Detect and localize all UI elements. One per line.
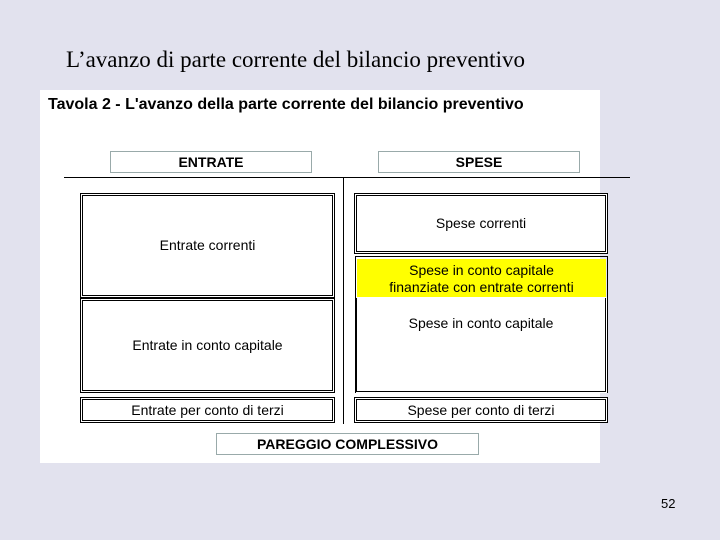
page-number: 52 bbox=[661, 496, 676, 511]
entrate-conto-capitale-label: Entrate in conto capitale bbox=[132, 337, 283, 353]
spese-frame-left bbox=[355, 256, 356, 393]
horizontal-divider bbox=[64, 177, 630, 178]
slide-title: L’avanzo di parte corrente del bilancio preventivo bbox=[66, 47, 525, 72]
header-entrate: ENTRATE bbox=[110, 151, 312, 173]
spese-conto-terzi-label: Spese per conto di terzi bbox=[407, 401, 555, 418]
pareggio-complessivo-box: PAREGGIO COMPLESSIVO bbox=[216, 433, 479, 455]
spese-correnti-box bbox=[356, 195, 606, 252]
spese-frame-right bbox=[607, 256, 608, 393]
spese-conto-terzi-box bbox=[356, 399, 606, 421]
entrate-correnti-label: Entrate correnti bbox=[159, 237, 256, 253]
spese-finanziate-line1: Spese in conto capitale bbox=[409, 261, 554, 278]
entrate-correnti-box bbox=[82, 195, 333, 296]
entrate-conto-terzi-label: Entrate per conto di terzi bbox=[131, 401, 284, 418]
spese-frame-top bbox=[355, 256, 608, 257]
spese-correnti-label: Spese correnti bbox=[435, 215, 527, 231]
spese-finanziate-highlight bbox=[357, 259, 606, 298]
spese-conto-capitale-label: Spese in conto capitale bbox=[408, 315, 554, 331]
entrate-conto-terzi-box bbox=[82, 399, 333, 421]
spese-conto-capitale-box bbox=[356, 298, 606, 392]
vertical-divider bbox=[343, 177, 344, 424]
spese-finanziate-line2: finanziate con entrate correnti bbox=[389, 278, 574, 295]
diagram-panel bbox=[40, 90, 600, 463]
entrate-conto-capitale-box bbox=[82, 300, 333, 391]
header-spese: SPESE bbox=[378, 151, 580, 173]
table-title: Tavola 2 - L'avanzo della parte corrente del bilancio preventivo bbox=[48, 96, 524, 113]
